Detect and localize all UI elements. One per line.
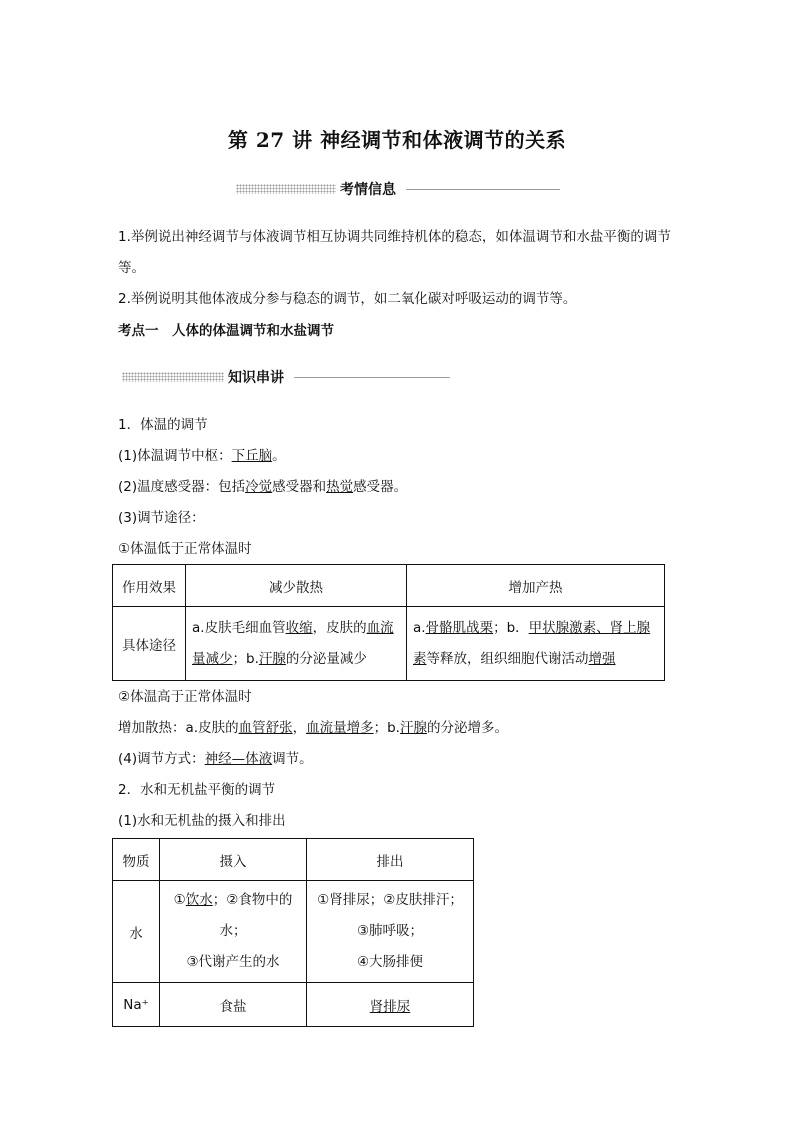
text: a. <box>413 619 426 636</box>
text: ；b. <box>373 720 400 736</box>
table-cell-sodium-intake: 食盐 <box>160 983 307 1027</box>
page-title: 第 27 讲 神经调节和体液调节的关系 <box>227 128 567 152</box>
table-header-cell: 减少散热 <box>186 565 407 607</box>
intro-item-2: 2.举例说明其他体液成分参与稳态的调节，如二氧化碳对呼吸运动的调节等。 <box>118 291 577 307</box>
increase-heat-loss-line <box>118 719 508 737</box>
text: 感受器和 <box>272 479 327 495</box>
table-cell-water-output <box>307 881 474 983</box>
answer-underline: 热觉 <box>326 479 354 495</box>
text: 的分泌增多。 <box>426 720 508 736</box>
table-cell-increase-heat <box>407 607 665 681</box>
banner-label: 知识串讲 <box>224 367 288 387</box>
section-banner-knowledge <box>122 368 450 386</box>
text: 水； <box>219 923 247 939</box>
text: 等释放，组织细胞代谢活动 <box>426 650 589 667</box>
temperature-receptor-line <box>118 478 407 496</box>
table-cell-water-intake <box>160 881 307 983</box>
low-temperature-table <box>112 564 665 681</box>
text: ④大肠排便 <box>356 954 424 970</box>
table-header-cell: 作用效果 <box>113 565 186 607</box>
table-row <box>113 839 474 881</box>
text: (2)温度感受器：包括 <box>118 479 246 495</box>
answer-underline: 饮水 <box>185 892 213 908</box>
text: ③肺呼吸； <box>356 923 424 939</box>
answer-underline: 下丘脑 <box>231 448 273 464</box>
answer-underline: 增强 <box>588 650 616 667</box>
text: ，皮肤的 <box>312 619 367 636</box>
text: 感受器。 <box>353 479 408 495</box>
text: (1)体温调节中枢： <box>118 448 232 464</box>
answer-underline: 汗腺 <box>399 720 427 736</box>
answer-underline: 血管舒张 <box>238 720 293 736</box>
answer-underline: 冷觉 <box>245 479 273 495</box>
table-row <box>113 983 474 1027</box>
water-salt-table <box>112 838 474 1027</box>
banner-dots <box>236 184 340 194</box>
regulation-mode-line <box>118 750 313 768</box>
answer-underline: 神经—体液 <box>204 751 273 767</box>
table-cell-sodium-output <box>307 983 474 1027</box>
text: 。 <box>272 448 286 464</box>
low-temperature-heading: ①体温低于正常体温时 <box>118 541 252 557</box>
text: ， <box>292 720 307 736</box>
table-row-label: 具体途径 <box>113 607 186 681</box>
banner-label: 考情信息 <box>336 179 400 199</box>
text: (4)调节方式： <box>118 751 205 767</box>
text: ；②食物中的 <box>212 892 293 908</box>
banner-line <box>406 189 560 190</box>
text: ①肾排尿；②皮肤排汗； <box>317 892 463 908</box>
text: ；b. <box>232 650 259 667</box>
table-row <box>113 881 474 983</box>
temperature-center-line <box>118 447 286 465</box>
answer-underline: 肾排尿 <box>369 998 411 1015</box>
text: a.皮肤毛细血管 <box>192 619 286 636</box>
text: ① <box>173 892 186 908</box>
section-heading-temperature: 1．体温的调节 <box>118 417 208 433</box>
regulation-route-line: (3)调节途径： <box>118 510 205 526</box>
table-header-cell: 物质 <box>113 839 160 881</box>
text: ③代谢产生的水 <box>186 954 280 970</box>
text: 增加散热：a.皮肤的 <box>118 720 239 736</box>
table-cell-reduce-heat-loss <box>186 607 407 681</box>
text: ；b． <box>493 619 529 636</box>
point-one-heading: 考点一 人体的体温调节和水盐调节 <box>118 323 334 339</box>
answer-underline: 血流量增多 <box>306 720 374 736</box>
table-row <box>113 565 665 607</box>
text: 调节。 <box>272 751 313 767</box>
intro-item-1: 1.举例说出神经调节与体液调节相互协调共同维持机体的稳态，如体温调节和水盐平衡的调节等。 <box>118 229 671 276</box>
text: 的分泌量减少 <box>285 650 367 667</box>
table-header-cell: 摄入 <box>160 839 307 881</box>
answer-underline: 汗腺 <box>258 650 286 667</box>
answer-underline: 收缩 <box>285 619 313 636</box>
answer-underline: 甲状腺激素、肾上腺素 <box>413 619 651 667</box>
answer-underline: 骨骼肌战栗 <box>425 619 494 636</box>
banner-line <box>294 377 450 378</box>
table-row <box>113 607 665 681</box>
table-row-label: 水 <box>113 881 160 983</box>
section-banner-exam-info <box>236 180 560 198</box>
table-header-cell: 增加产热 <box>407 565 665 607</box>
table-header-cell: 排出 <box>307 839 474 881</box>
table-row-label: Na⁺ <box>113 983 160 1027</box>
banner-dots <box>122 372 228 382</box>
answer-underline: 血流量减少 <box>192 619 394 667</box>
high-temperature-heading: ②体温高于正常体温时 <box>118 689 252 705</box>
section-heading-water-salt: 2．水和无机盐平衡的调节 <box>118 782 276 798</box>
intake-output-subheading: (1)水和无机盐的摄入和排出 <box>118 813 286 829</box>
